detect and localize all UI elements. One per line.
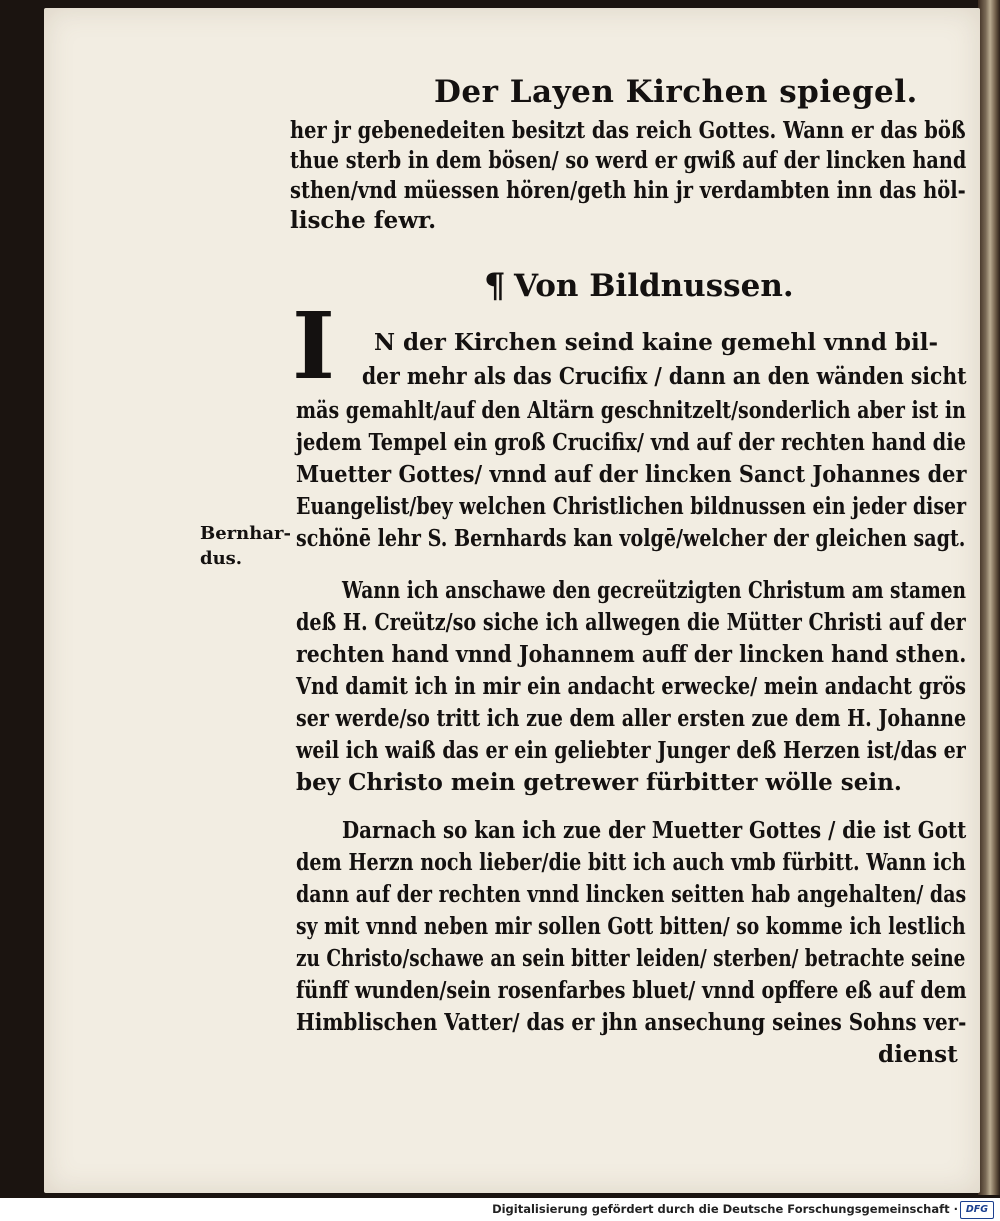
text-line: deß H. Creütz/so siche ich allwegen die Mütter Christi auf der — [296, 609, 966, 636]
catchword: dienst — [878, 1041, 958, 1068]
text-line: zu Christo/schawe an sein bitter leiden/ sterben/ betrachte seine — [296, 945, 966, 972]
running-head: Der Layen Kirchen spiegel. — [434, 74, 918, 110]
text-line: der mehr als das Crucifix / dann an den wänden sicht — [362, 363, 967, 390]
footer-bar — [0, 1198, 1000, 1221]
book-edge — [978, 0, 1000, 1195]
text-line: schönē lehr S. Bernhards kan volgē/welcher der gleichen sagt. — [296, 525, 966, 552]
text-line: lische fewr. — [290, 207, 437, 234]
section-heading: Von Bildnussen. — [514, 268, 794, 304]
text-line: thue sterb in dem bösen/ so werd er gwiß auf der lincken hand — [290, 147, 967, 174]
dfg-logo: DFG — [960, 1201, 994, 1219]
text-line: Himblischen Vatter/ das er jhn ansechung seines Sohns ver- — [296, 1009, 967, 1036]
text-line: Darnach so kan ich zue der Muetter Gottes / die ist Gott — [342, 817, 967, 844]
page — [44, 8, 980, 1193]
text-line: mäs gemahlt/auf den Altärn geschnitzelt/sonderlich aber ist in — [296, 397, 966, 424]
text-line: jedem Tempel ein groß Crucifix/ vnd auf der rechten hand die — [296, 429, 966, 456]
text-line: ser werde/so tritt ich zue dem aller ersten zue dem H. Johanne — [296, 705, 967, 732]
text-line: fünff wunden/sein rosenfarbes bluet/ vnnd opffere eß auf dem — [296, 977, 967, 1004]
text-line: weil ich waiß das er ein geliebter Junger deß Herzen ist/das er — [296, 737, 966, 764]
text-line: dem Herzn noch lieber/die bitt ich auch vmb fürbitt. Wann ich — [296, 849, 966, 876]
drop-cap: I — [292, 292, 336, 400]
text-line: her jr gebenedeiten besitzt das reich Gottes. Wann er das böß — [290, 117, 966, 144]
footer-credit: Digitalisierung gefördert durch die Deutsche Forschungsgemeinschaft · — [492, 1202, 958, 1216]
text-line: Muetter Gottes/ vnnd auf der lincken Sanct Johannes der — [296, 461, 967, 488]
text-line: rechten hand vnnd Johannem auff der lincken hand sthen. — [296, 641, 967, 668]
text-line: Euangelist/bey welchen Christlichen bildnussen ein jeder diser — [296, 493, 967, 520]
section-mark: ¶ — [484, 266, 506, 306]
margin-note: dus. — [200, 548, 243, 569]
text-line: Wann ich anschawe den gecreützigten Christum am stamen — [342, 577, 967, 604]
text-line: sthen/vnd müessen hören/geth hin jr verdambten inn das höl- — [290, 177, 966, 204]
text-line: bey Christo mein getrewer fürbitter wölle sein. — [296, 769, 902, 796]
text-line: dann auf der rechten vnnd lincken seitten hab angehalten/ das — [296, 881, 967, 908]
text-line: N der Kirchen seind kaine gemehl vnnd bil- — [374, 329, 939, 356]
text-line: Vnd damit ich in mir ein andacht erwecke/ mein andacht grös — [296, 673, 967, 700]
margin-note: Bernhar- — [200, 523, 291, 544]
text-line: sy mit vnnd neben mir sollen Gott bitten/ so komme ich lestlich — [296, 913, 966, 940]
